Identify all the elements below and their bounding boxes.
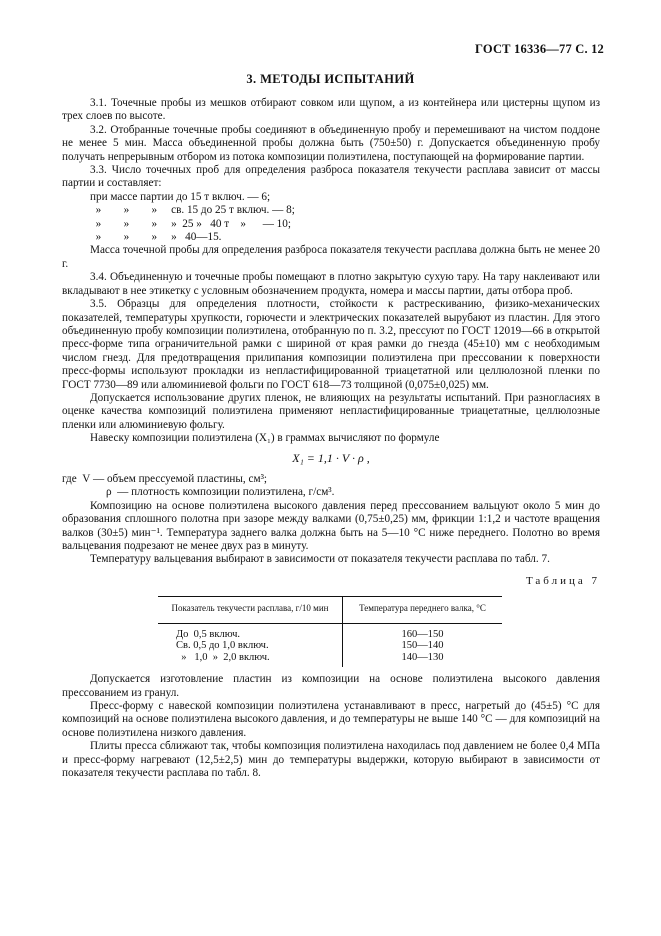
paragraph-plates-press: Плиты пресса сближают так, чтобы композиция полиэтилена находилась под давлением не более 0,4 МПа и пресс-форму нагревают (12,5±2,5) мин до температуры выдержки, которую выбирают в зависимости от показателя текучести расплава по табл. 8. (62, 740, 600, 780)
paragraph-rolling: Композицию на основе полиэтилена высокого давления перед прессованием вальцуют около 5 мин до образования сплошного полотна при зазоре между валками (0,75±0,25) мм, фрикции 1:1,2 и частоте вращения валков (30±5) мин⁻¹. Температура заднего валка должна быть на 5—10 °С ниже переднего. Полотно во время вальцевания подрезают не менее двух раз в минуту. (62, 499, 600, 552)
table-7 (158, 596, 502, 667)
paragraph-press: Пресс-форму с навеской композиции полиэтилена устанавливают в пресс, нагретый до (45±5) °С для композиций на основе полиэтилена высокого давления, и до температуры не выше 140 °С — для композиций на основе полиэтилена низкого давления. (62, 700, 600, 739)
formula: X₁ = 1,1 · V · ρ , (292, 450, 370, 465)
definition-v: где V — объем прессуемой пластины, см³; (62, 472, 268, 485)
paragraph-sample-mass: Масса точечной пробы для определения разброса показателя текучести расплава должна быть не менее 20 г. (62, 244, 600, 270)
paragraph-films: Допускается использование других пленок, не влияющих на результаты испытаний. При разногласиях в оценке качества композиций полиэтилена применяют непластифицированные триацетатные, целлюлозные пленки или алюминиевую фольгу. (62, 391, 600, 431)
table-header-melt: Показатель текучести расплава, г/10 мин (158, 597, 343, 624)
definition-rho: ρ — плотность композиции полиэтилена, г/см³. (106, 486, 335, 499)
mass-row: » » » » 25 » 40 т » — 10; (90, 217, 291, 230)
table-row (158, 652, 502, 668)
table-header-temp: Температура переднего валка, °С (343, 597, 503, 624)
table-cell-melt: Св. 0,5 до 1,0 включ. (158, 640, 343, 652)
page-header: ГОСТ 16336—77 С. 12 (475, 42, 604, 56)
document-body (62, 97, 600, 780)
paragraph-weigh: Навеску композиции полиэтилена (X₁) в граммах вычисляют по формуле (90, 432, 440, 445)
paragraph-temperature: Температуру вальцевания выбирают в зависимости от показателя текучести расплава по табл. 7. (90, 553, 550, 566)
table-cell-temp: 140—130 (401, 651, 444, 663)
section-title: 3. МЕТОДЫ ИСПЫТАНИЙ (246, 72, 415, 86)
table-row (158, 640, 502, 652)
table-cell-melt: » 1,0 » 2,0 включ. (158, 652, 343, 668)
paragraph-3-5: 3.5. Образцы для определения плотности, стойкости к растрескиванию, физико-механических показателей, температуры хрупкости, горючести и электрических показателей вырубают из пластин. Для этого объединенную пробу композиции полиэтилена, отобранную по п. 3.2, прессуют по ГОСТ 12019—66 в открытой пресс-форме типа ограничительной рамки с шириной от края рамки до гнезда (45±10) мм с необходимым числом гнезд. Для предотвращения прилипания композиции полиэтилена при прессовании к поверхности пресс-формы используют прокладки из непластифицированной триацетатной или целлюлозной пленки по ГОСТ 7730—89 или алюминиевой фольги по ГОСТ 618—73 толщиной (0,075±0,025) мм. (62, 298, 600, 391)
mass-row: » » » » 40—15. (90, 231, 222, 244)
mass-row: » » » св. 15 до 25 т включ. — 8; (90, 204, 295, 217)
paragraph-3-1: 3.1. Точечные пробы из мешков отбирают совком или щупом, а из контейнера или цистерны щупом из трех слоев по высоте. (62, 97, 600, 123)
table-row (158, 623, 502, 640)
paragraph-3-2: 3.2. Отобранные точечные пробы соединяют в объединенную пробу и перемешивают на чистом поддоне не менее 5 мин. Масса объединенной пробы должна быть (750±50) г. Допускается объединенную пробу получать непрерывным отбором из потока композиции полиэтилена, поступающей на формирование партии. (62, 123, 600, 163)
table-cell-melt: До 0,5 включ. (158, 623, 343, 640)
table-caption: Таблица 7 (525, 574, 600, 587)
table-cell-temp: 150—140 (401, 640, 444, 652)
mass-row: при массе партии до 15 т включ. — 6; (90, 190, 271, 203)
paragraph-3-3: 3.3. Число точечных проб для определения разброса показателя текучести расплава зависит от массы партии и составляет: (62, 164, 600, 190)
paragraph-plates: Допускается изготовление пластин из композиции на основе полиэтилена высокого давления прессованием из гранул. (62, 673, 600, 699)
table-cell-temp: 160—150 (401, 628, 444, 640)
paragraph-3-4: 3.4. Объединенную и точечные пробы помещают в плотно закрытую сухую тару. На тару наклеивают или вкладывают в нее этикетку с условным обозначением продукта, номера и массы партии, даты отбора проб. (62, 271, 600, 297)
